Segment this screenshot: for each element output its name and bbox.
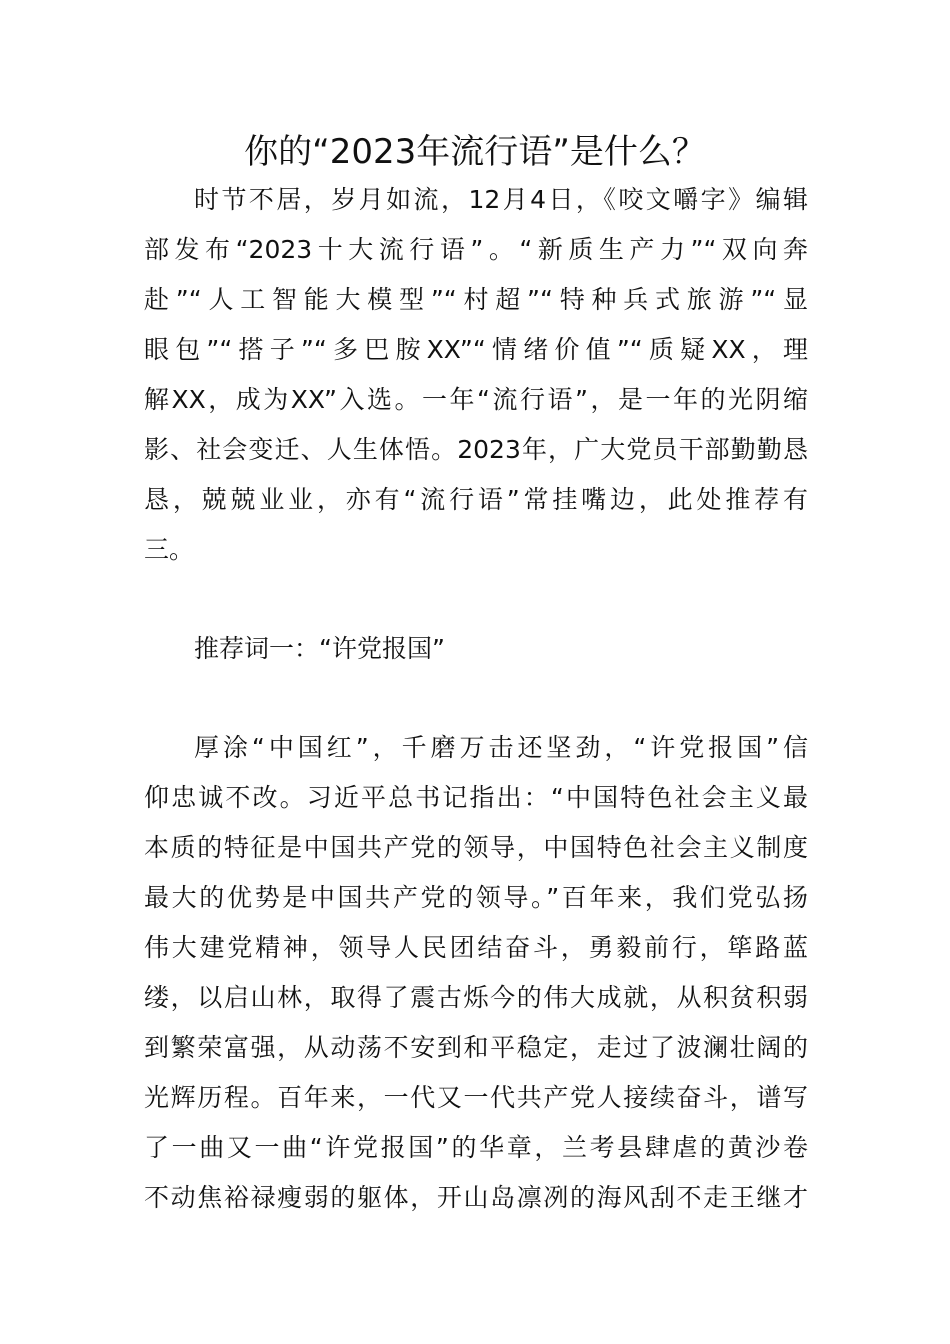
paragraph-line: 最大的优势是中国共产党的领导。”百年来，我们党弘扬 [144,883,808,912]
paragraph-line: 时节不居，岁月如流，12月4日，《咬文嚼字》编辑 [194,185,808,214]
section-heading: 推荐词一：“许党报国” [194,634,445,663]
paragraph-line: 眼包”“搭子”“多巴胺XX”“情绪价值”“质疑XX，理 [144,335,808,364]
paragraph-line: 赴”“人工智能大模型”“村超”“特种兵式旅游”“显 [144,285,808,314]
paragraph-line: 缕，以启山林，取得了震古烁今的伟大成就，从积贫积弱 [144,983,808,1012]
paragraph-line: 光辉历程。百年来，一代又一代共产党人接续奋斗，谱写 [144,1083,808,1112]
paragraph-line: 本质的特征是中国共产党的领导，中国特色社会主义制度 [144,833,808,862]
paragraph-line: 恳，兢兢业业，亦有“流行语”常挂嘴边，此处推荐有 [144,485,808,514]
paragraph-line: 不动焦裕禄瘦弱的躯体，开山岛凛冽的海风刮不走王继才 [144,1183,808,1212]
document-title: 你的“2023年流行语”是什么？ [244,132,706,172]
intro-paragraph [144,175,808,575]
paragraph-line: 到繁荣富强，从动荡不安到和平稳定，走过了波澜壮阔的 [144,1033,808,1062]
paragraph-line: 解XX，成为XX”入选。一年“流行语”，是一年的光阴缩 [144,385,808,414]
paragraph-line: 三。 [144,535,195,564]
paragraph-line: 仰忠诚不改。习近平总书记指出：“中国特色社会主义最 [144,783,808,812]
paragraph-line: 伟大建党精神，领导人民团结奋斗，勇毅前行，筚路蓝 [144,933,808,962]
paragraph-line: 了一曲又一曲“许党报国”的华章，兰考县肆虐的黄沙卷 [144,1133,808,1162]
section-paragraph [144,723,808,1223]
paragraph-line: 部发布“2023十大流行语”。“新质生产力”“双向奔 [144,235,808,264]
paragraph-line: 影、社会变迁、人生体悟。2023年，广大党员干部勤勤恳 [144,435,808,464]
paragraph-line: 厚涂“中国红”，千磨万击还坚劲，“许党报国”信 [194,733,808,762]
